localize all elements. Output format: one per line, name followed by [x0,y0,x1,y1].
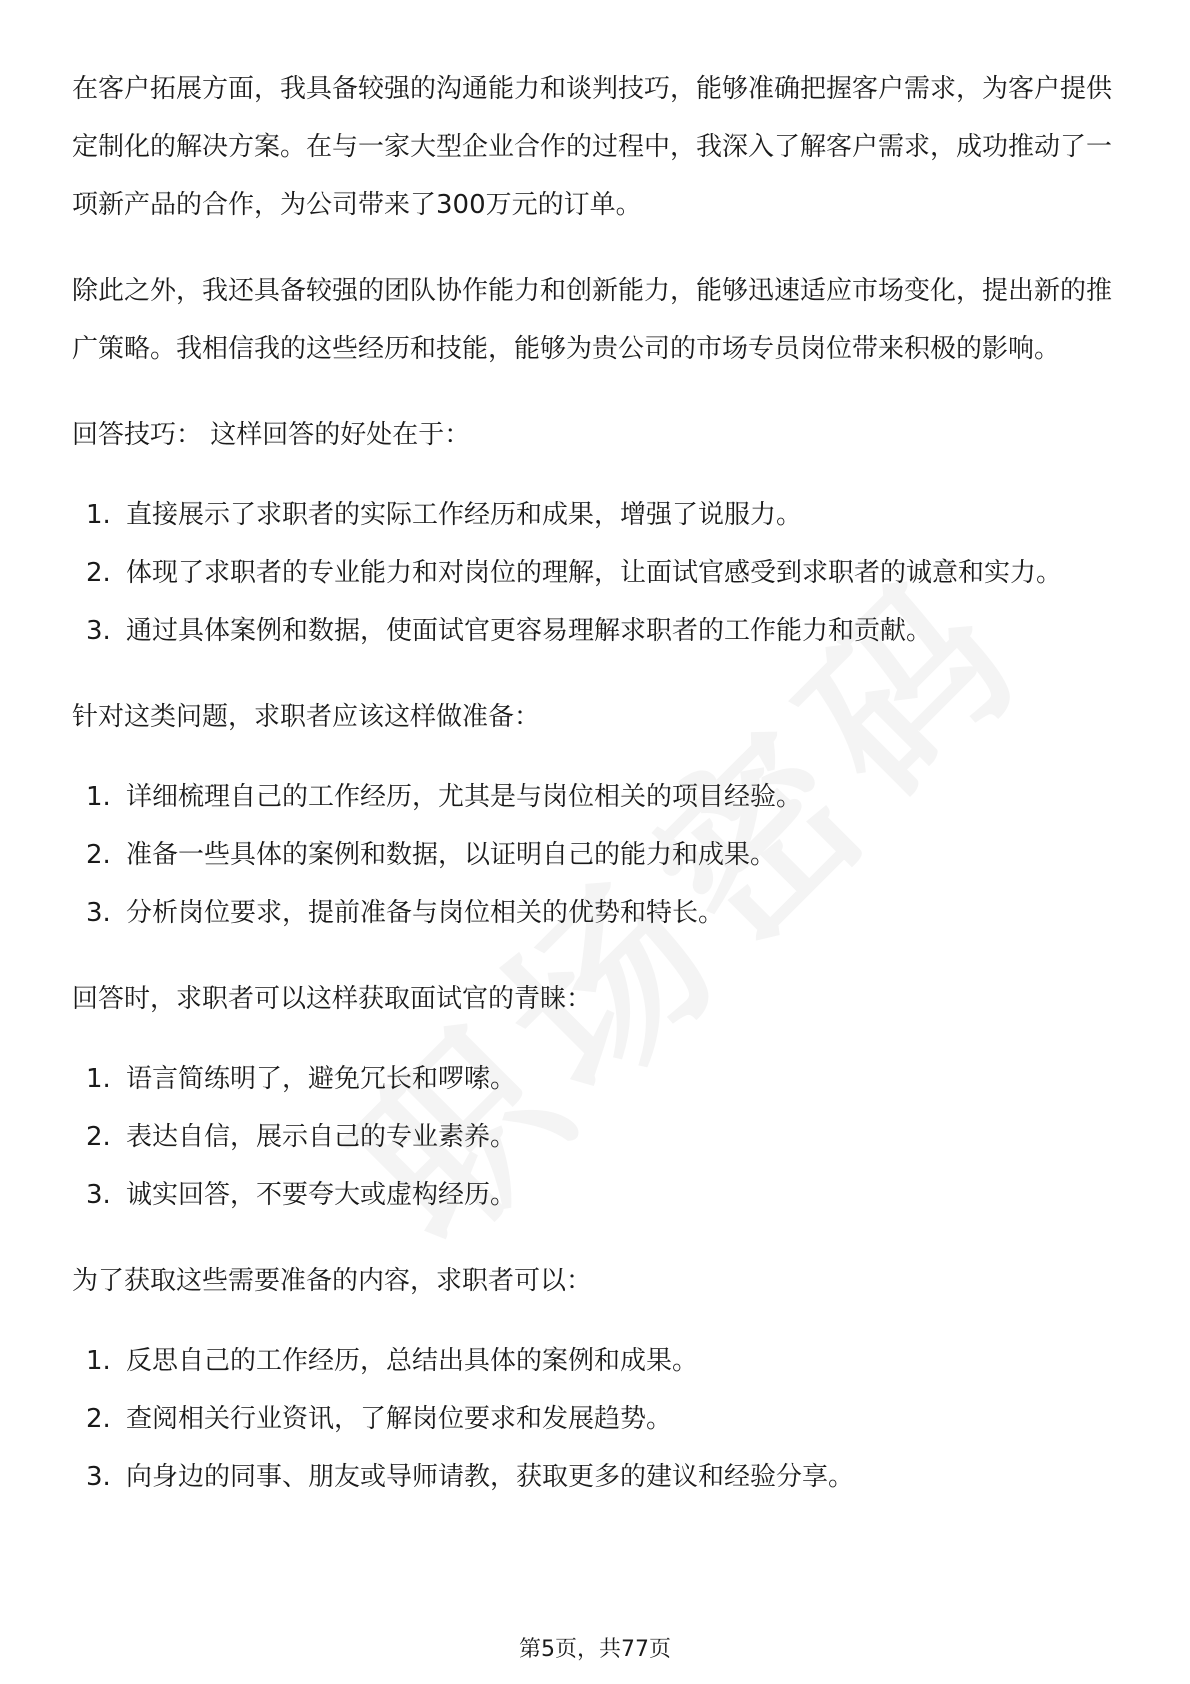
paragraph-client-expansion: 在客户拓展方面，我具备较强的沟通能力和谈判技巧，能够准确把握客户需求，为客户提供定制化的解决方案。在与一家大型企业合作的过程中，我深入了解客户需求，成功推动了一项新产品的合作，为公司带来了300万元的订单。 [72,74,1113,220]
list-item [72,544,1124,602]
list-item [72,768,1124,826]
list-number: 3. [86,898,111,928]
list-number: 1. [86,782,111,812]
numbered-list [72,1050,1124,1224]
list-item-text: 诚实回答，不要夸大或虚构经历。 [126,1180,517,1210]
document-body [72,60,1124,1534]
section-heading: 回答技巧： 这样回答的好处在于： [72,420,471,450]
paragraph-teamwork: 除此之外，我还具备较强的团队协作能力和创新能力，能够迅速适应市场变化，提出新的推广策略。我相信我的这些经历和技能，能够为贵公司的市场专员岗位带来积极的影响。 [72,276,1113,364]
list-item [72,1390,1124,1448]
list-item-text: 通过具体案例和数据，使面试官更容易理解求职者的工作能力和贡献。 [126,616,933,646]
section-win-favor [72,970,1124,1224]
list-item-text: 查阅相关行业资讯，了解岗位要求和发展趋势。 [126,1404,673,1434]
list-item [72,602,1124,660]
list-number: 3. [86,1180,111,1210]
list-item [72,1166,1124,1224]
list-item-text: 准备一些具体的案例和数据，以证明自己的能力和成果。 [126,840,777,870]
list-item [72,486,1124,544]
section-heading: 为了获取这些需要准备的内容，求职者可以： [72,1266,593,1296]
list-item-text: 分析岗位要求，提前准备与岗位相关的优势和特长。 [126,898,725,928]
list-item-text: 直接展示了求职者的实际工作经历和成果，增强了说服力。 [126,500,803,530]
list-item-text: 表达自信，展示自己的专业素养。 [126,1122,517,1152]
section-preparation [72,688,1124,942]
list-number: 1. [86,1064,111,1094]
list-number: 2. [86,1122,111,1152]
list-item-text: 详细梳理自己的工作经历，尤其是与岗位相关的项目经验。 [126,782,803,812]
list-number: 3. [86,616,111,646]
list-item-text: 向身边的同事、朋友或导师请教，获取更多的建议和经验分享。 [126,1462,855,1492]
numbered-list [72,1332,1124,1506]
page-number: 第5页，共77页 [519,1637,671,1662]
section-gather-content [72,1252,1124,1506]
list-number: 2. [86,558,111,588]
list-number: 1. [86,1346,111,1376]
numbered-list [72,486,1124,660]
section-heading: 回答时，求职者可以这样获取面试官的青睐： [72,984,593,1014]
list-number: 3. [86,1462,111,1492]
list-number: 1. [86,500,111,530]
list-item-text: 体现了求职者的专业能力和对岗位的理解，让面试官感受到求职者的诚意和实力。 [126,558,1063,588]
section-heading: 针对这类问题，求职者应该这样做准备： [72,702,541,732]
numbered-list [72,768,1124,942]
list-item-text: 语言简练明了，避免冗长和啰嗦。 [126,1064,517,1094]
list-item [72,826,1124,884]
section-answer-tips [72,406,1124,660]
list-item [72,884,1124,942]
list-item [72,1108,1124,1166]
list-number: 2. [86,1404,111,1434]
list-item-text: 反思自己的工作经历，总结出具体的案例和成果。 [126,1346,699,1376]
list-item [72,1448,1124,1506]
list-item [72,1050,1124,1108]
list-item [72,1332,1124,1390]
list-number: 2. [86,840,111,870]
